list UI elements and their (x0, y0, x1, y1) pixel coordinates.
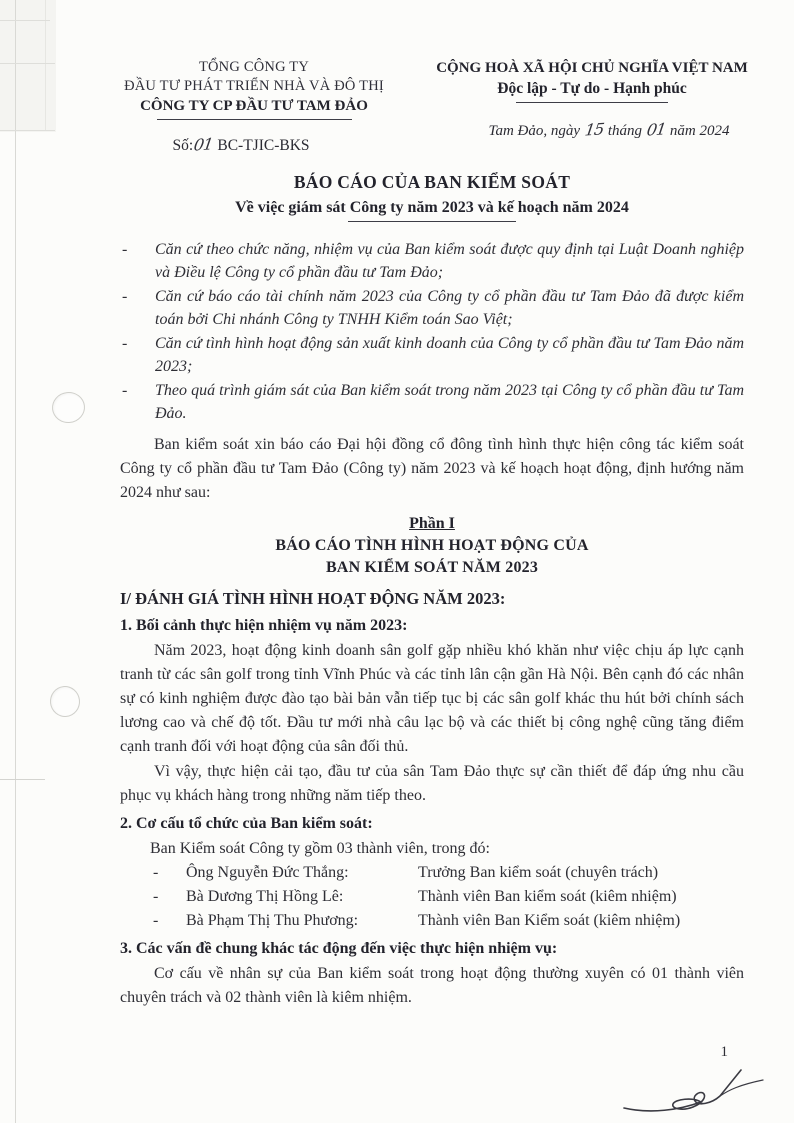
legal-basis-text: Theo quá trình giám sát của Ban kiểm soát trong năm 2023 tại Công ty cổ phần đầu tư Tam Đảo. (155, 382, 744, 422)
dash-bullet: - (122, 288, 128, 305)
parent-company-name: TỔNG CÔNG TY (198, 59, 310, 75)
legal-basis-text: Căn cứ theo chức năng, nhiệm vụ của Ban kiểm soát được quy định tại Luật Doanh nghiệp và Điều lệ Công ty cổ phần đầu tư Tam Đảo; (155, 241, 744, 281)
report-title: BÁO CÁO CỦA BAN KIỂM SOÁT (293, 172, 571, 192)
date-prefix: Tam Đảo, ngày (488, 123, 581, 139)
part-heading-line1: BÁO CÁO TÌNH HÌNH HOẠT ĐỘNG CỦA (275, 537, 589, 554)
subsection-1-heading: 1. Bối cảnh thực hiện nhiệm vụ năm 2023: (120, 617, 408, 634)
motto-underline (516, 102, 668, 103)
legal-basis-list (120, 238, 744, 425)
date-mid: tháng (607, 123, 643, 139)
signature-mark (621, 1063, 766, 1120)
title-underline (348, 221, 516, 222)
report-title-block (120, 171, 744, 222)
date-year: năm 2024 (669, 123, 730, 139)
members-list (120, 861, 744, 933)
member-name: Bà Phạm Thị Thu Phương: (186, 912, 359, 929)
dash-bullet: - (122, 241, 128, 258)
date-day-handwritten: 15 (583, 119, 605, 140)
member-name: Ông Nguyễn Đức Thắng: (186, 864, 349, 881)
scan-artifact-line (0, 779, 45, 780)
dash-bullet: - (122, 382, 128, 399)
scan-artifact-line (0, 130, 55, 131)
subsection-1-paragraph: Năm 2023, hoạt động kinh doanh sân golf gặp nhiều khó khăn như việc chịu áp lực cạnh tranh từ các sân golf trong tỉnh Vĩnh Phúc và các tỉnh lân cận gần Hà Nội. Bên cạnh đó các nhân sự có kinh nghiệm được đào tạo bài bản vẫn tiếp tục bị các sân golf khác thu hút bởi chính sách lương cao và chế độ tốt. Đầu tư mới nhà câu lạc bộ và các thiết bị công nghệ cũng tăng điểm cạnh tranh đối với hoạt động của sân đối thủ. (120, 642, 744, 755)
legal-basis-text: Căn cứ báo cáo tài chính năm 2023 của Công ty cổ phần đầu tư Tam Đảo đã được kiểm toán bởi Chi nhánh Công ty TNHH Kiểm toán Sao Việt; (155, 288, 744, 328)
document-body (120, 171, 744, 1010)
date-line (416, 120, 768, 140)
part-heading-line2: BAN KIỂM SOÁT NĂM 2023 (325, 559, 539, 576)
scan-artifact-line (0, 63, 55, 64)
dash-bullet: - (153, 888, 159, 905)
report-subtitle: Về việc giám sát Công ty năm 2023 và kế hoạch năm 2024 (235, 199, 629, 216)
parent-company-name-2: ĐẦU TƯ PHÁT TRIỂN NHÀ VÀ ĐÔ THỊ (124, 78, 384, 94)
section-heading: I/ ĐÁNH GIÁ TÌNH HÌNH HOẠT ĐỘNG NĂM 2023: (120, 589, 506, 608)
scan-fold-line (15, 0, 16, 1123)
legal-basis-text: Căn cứ tình hình hoạt động sản xuất kinh doanh của Công ty cổ phần đầu tư Tam Đảo năm 2023; (155, 335, 744, 375)
signature-scribble-icon (621, 1063, 766, 1115)
legal-basis-item (120, 379, 744, 425)
intro-paragraph: Ban kiểm soát xin báo cáo Đại hội đồng cổ đông tình hình thực hiện công tác kiểm soát Công ty cổ phần đầu tư Tam Đảo (Công ty) năm 2023 và kế hoạch hoạt động, định hướng năm 2024 như sau: (120, 436, 744, 501)
legal-basis-item (120, 285, 744, 331)
doc-number-handwritten: 01 (192, 134, 214, 155)
hole-punch-mark (48, 685, 81, 719)
members-intro: Ban Kiểm soát Công ty gồm 03 thành viên, trong đó: (150, 840, 490, 857)
hole-punch-mark (50, 390, 86, 424)
member-row (120, 885, 744, 909)
document-number (98, 135, 410, 155)
legal-basis-item (120, 238, 744, 284)
dash-bullet: - (153, 864, 159, 881)
subsection-1-paragraph: Vì vậy, thực hiện cải tạo, đầu tư của sân Tam Đảo thực sự cần thiết để đáp ứng nhu cầu phục vụ khách hàng trong những năm tiếp theo. (120, 763, 744, 804)
page-number: 1 (720, 1044, 728, 1060)
part-label: Phần I (409, 515, 455, 532)
document-header (0, 0, 794, 155)
doc-number-prefix: Số: (172, 137, 194, 154)
national-title: CỘNG HOÀ XÃ HỘI CHỦ NGHĨA VIỆT NAM (436, 60, 748, 76)
national-motto: Độc lập - Tự do - Hạnh phúc (497, 80, 687, 97)
scan-artifact-line (0, 20, 50, 21)
issuing-org-block (98, 58, 410, 155)
subsection-2-heading: 2. Cơ cấu tổ chức của Ban kiểm soát: (120, 815, 373, 832)
doc-number-code: BC-TJIC-BKS (213, 137, 310, 154)
member-role: Trưởng Ban kiểm soát (chuyên trách) (418, 864, 659, 881)
national-header-block (416, 58, 768, 155)
legal-basis-item (120, 332, 744, 378)
member-role: Thành viên Ban kiểm soát (kiêm nhiệm) (418, 888, 677, 905)
member-row (120, 909, 744, 933)
company-underline (157, 119, 352, 120)
dash-bullet: - (122, 335, 128, 352)
dash-bullet: - (153, 912, 159, 929)
member-name: Bà Dương Thị Hồng Lê: (186, 888, 344, 905)
part-heading-block (120, 513, 744, 579)
member-row (120, 861, 744, 885)
member-role: Thành viên Ban Kiểm soát (kiêm nhiệm) (418, 912, 681, 929)
subsection-3-paragraph: Cơ cấu về nhân sự của Ban kiểm soát trong hoạt động thường xuyên có 01 thành viên chuyên trách và 02 thành viên là kiêm nhiệm. (120, 965, 744, 1006)
company-name: CÔNG TY CP ĐẦU TƯ TAM ĐẢO (140, 98, 368, 114)
date-month-handwritten: 01 (645, 119, 667, 140)
subsection-3-heading: 3. Các vấn đề chung khác tác động đến việc thực hiện nhiệm vụ: (120, 940, 558, 957)
